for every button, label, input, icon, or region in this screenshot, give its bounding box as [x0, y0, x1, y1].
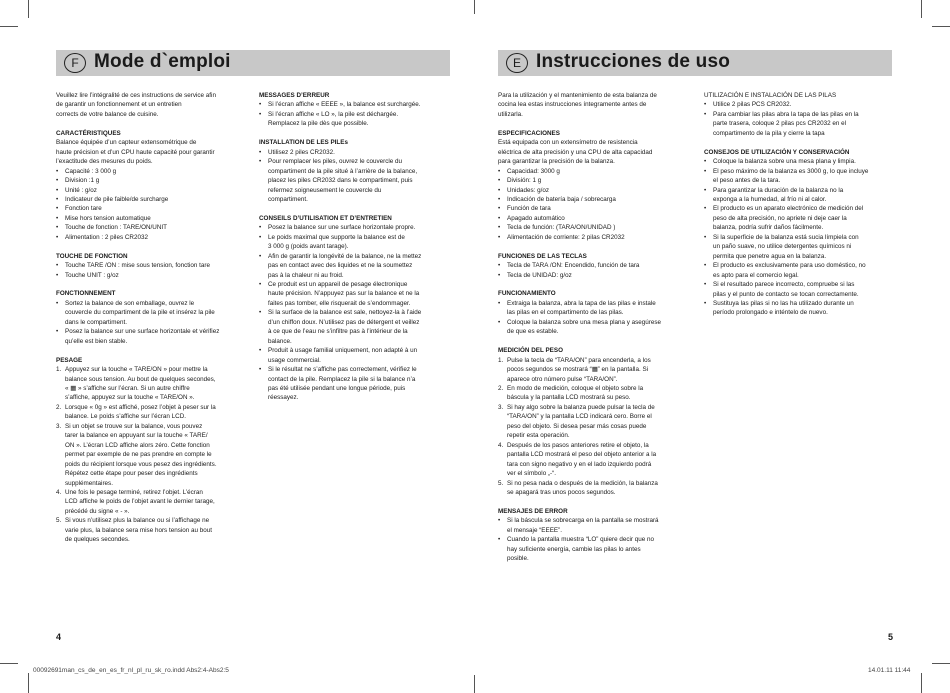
list-item	[56, 176, 252, 185]
list-item-text: Pulse la tecla de “TARA/ON” para encenderla, a los pocos segundos se mostrará “▦” en la pantalla. Si aparece otro número pulse “TARA/ON”.	[507, 356, 651, 383]
bullet-list	[56, 261, 252, 280]
bullet-list	[259, 100, 455, 128]
crop-mark	[932, 26, 950, 27]
crop-mark	[932, 663, 950, 664]
list-item	[498, 186, 694, 195]
list-item	[498, 535, 694, 563]
list-item	[56, 233, 252, 242]
list-item	[498, 271, 694, 280]
crop-mark	[0, 663, 18, 664]
list-item	[56, 195, 252, 204]
list-item-text: El producto es exclusivamente para uso doméstico, no es apto para el comercio legal.	[713, 262, 866, 279]
list-item	[498, 214, 694, 223]
list-item-text: Pour remplacer les piles, ouvrez le couvercle du compartiment de la pile situé à l’arrière de la balance, placez les piles CR2032 dans le compartiment, puis refermez soigneusement le couvercle du compartiment.	[268, 158, 418, 203]
print-timestamp: 14.01.11 11:44	[868, 667, 911, 674]
list-item-text: Indicateur de pile faible/de surcharge	[65, 195, 169, 203]
bullet-list	[704, 100, 900, 138]
crop-mark	[921, 0, 922, 18]
language-badge: E	[506, 53, 528, 73]
list-item: 4. Une fois le pesage terminé, retirez l’objet. L’écran LCD affiche le poids de l’objet avant le dernier tarage, précédé du signe « - ».	[56, 488, 215, 515]
list-item: 4. Después de los pasos anteriores retire el objeto, la pantalla LCD mostrará el peso del objeto anterior a la tara con signo negativo y en el lado izquierdo podrá ver el símbolo „-“.	[498, 441, 657, 478]
list-item-text: En modo de medición, coloque el objeto sobre la básculа y la pantalla LCD mostrará su peso.	[507, 384, 644, 402]
list-item	[498, 261, 694, 270]
french-column-2	[259, 91, 455, 412]
paragraph: Balance équipée d’un capteur extensométrique de haute précision et d’un CPU haute capacité pour garantir l’exactitude des mesures du poids.	[56, 139, 215, 166]
list-item-text: Indicación de batería baja / sobrecarga	[507, 195, 616, 203]
list-item-text: Apagado automático	[507, 214, 565, 222]
list-item-text: Touche UNIT : g/oz	[65, 271, 119, 279]
list-item: 5. Si vous n’utilisez plus la balance ou si l’affichage ne varie plus, la balance sera mise hors tension au bout de quelques secondes.	[56, 517, 213, 544]
list-item-text: Tecla de función: (TARA/ON/UNIDAD )	[507, 224, 616, 232]
list-item-text: El peso máximo de la balanza es 3000 g, lo que incluye el peso antes de la tara.	[713, 167, 869, 185]
numbered-list	[56, 365, 252, 545]
bullet-list	[704, 157, 900, 318]
list-item-text: Utilisez 2 piles CR2032.	[268, 148, 335, 156]
spanish-column-2	[704, 91, 900, 327]
list-item-text: Si hay algo sobre la balanza puede pulsar la tecla de “TARA/ON” y la pantalla LCD indicará cero. Borre el peso del objeto. Si desea pesar más cosas puede repetir esta operación.	[507, 403, 655, 440]
list-item	[498, 318, 694, 337]
list-item	[259, 280, 455, 308]
section-heading: UTILIZACIÓN E INSTALACIÓN DE LAS PILAS	[704, 92, 837, 99]
list-item	[704, 100, 900, 109]
crop-mark	[474, 0, 475, 14]
list-item-text: Capacité : 3 000 g	[65, 167, 117, 175]
section-heading: PESAGE	[56, 356, 83, 364]
crop-mark	[28, 673, 29, 693]
list-item-text: Si el resultado parece incorrecto, compruebe si las pilas y el punto de contacto se tocan correctamente.	[713, 281, 859, 298]
section-title: Instrucciones de uso	[536, 51, 731, 72]
list-item	[704, 280, 900, 299]
list-item: 2. En modo de medición, coloque el objeto sobre la básculа y la pantalla LCD mostrará su peso.	[498, 384, 644, 402]
list-item-text: Alimentation : 2 piles CR2032	[65, 233, 148, 241]
list-item-text: Extraiga la balanza, abra la tapa de las pilas e instale las pilas en el compartimento de las pilas.	[507, 299, 656, 317]
list-item	[704, 299, 900, 318]
list-item	[704, 110, 900, 138]
list-item-text: Tecla de TARA /ON: Encendido, función de tara	[507, 262, 640, 270]
list-item	[704, 157, 900, 166]
bullet-list	[498, 167, 694, 243]
list-item-text: Si un objet se trouve sur la balance, vous pouvez tarer la balance en appuyant sur la touche « TARE/ ON ». L’écran LCD affiche alors zéro. Cette fonction permet par exemple de ne pas prendre en compte le poids du récipient lorsque vous pesez des ingrédients. Répétez cette étape pour peser des ingrédients supplémentaires.	[65, 422, 217, 487]
list-item-text: Función de tara	[507, 205, 551, 213]
list-item	[498, 195, 694, 204]
list-item-text: Unidades: g/oz	[507, 186, 550, 194]
list-item: 3. Si un objet se trouve sur la balance, vous pouvez tarer la balance en appuyant sur la touche « TARE/ ON ». L’écran LCD affiche alors zéro. Cette fonction permet par exemple de ne pas prendre en compte le poids du récipient lorsque vous pesez des ingrédients. Répétez cette étape pour peser des ingrédients supplémentaires.	[56, 422, 217, 487]
section-heading: INSTALLATION DE LES PILEs	[259, 139, 348, 147]
language-badge: F	[64, 53, 86, 73]
list-item	[259, 308, 455, 346]
list-item	[56, 299, 252, 327]
crop-mark	[474, 675, 475, 693]
list-item	[259, 223, 455, 232]
crop-mark	[0, 26, 18, 27]
list-item	[259, 346, 455, 365]
list-item	[56, 214, 252, 223]
list-item	[56, 223, 252, 232]
list-item	[259, 233, 455, 252]
list-item-text: Le poids maximal que supporte la balance est de 3 000 g (poids avant tarage).	[268, 233, 405, 251]
list-item-text: Ce produit est un appareil de pesage électronique haute précision. N’appuyez pas sur la balance et ne la faites pas tomber, elle risquerait de s’endommager.	[268, 281, 420, 307]
file-slug: 00092691man_cs_de_en_es_fr_nl_pl_ru_sk_ro.indd Abs2:4-Abs2:5	[33, 667, 229, 674]
list-item	[498, 516, 694, 535]
list-item	[704, 186, 900, 205]
list-item-text: Si le résultat ne s’affiche pas correctement, vérifiez le contact de la pile. Remplacez la pile si la balance n’a pas été utilisée pendant une longue période, puis réessayez.	[268, 366, 417, 402]
list-item-text: El producto es un aparato electrónico de medición del peso de alta precisión, no apriete ni deje caer la balanza, podría sufrir daños fácilmente.	[713, 205, 864, 232]
section-heading: MESSAGES D’ERREUR	[259, 92, 330, 99]
list-item	[259, 148, 455, 157]
list-item: 5. Si no pesa nada o después de la medición, la balanza se apagará tras unos pocos segundos.	[498, 479, 658, 496]
list-item	[259, 252, 455, 280]
list-item-text: Después de los pasos anteriores retire el objeto, la pantalla LCD mostrará el peso del objeto anterior a la tara con signo negativo y en el lado izquierdo podrá ver el símbolo „-“.	[507, 441, 657, 478]
list-item	[498, 204, 694, 213]
list-item: 1. Pulse la tecla de “TARA/ON” para encenderla, a los pocos segundos se mostrará “▦” en la pantalla. Si aparece otro número pulse “TARA/ON”.	[498, 356, 651, 383]
bullet-list	[56, 167, 252, 243]
section-heading: CONSEILS D’UTILISATION ET D’ENTRETIEN	[259, 214, 392, 222]
list-item	[56, 271, 252, 280]
list-item-text: Sustituya las pilas si no las ha utilizado durante un período prolongado e inténtelo de nuevo.	[713, 299, 854, 317]
section-heading: TOUCHE DE FONCTION	[56, 252, 128, 260]
list-item	[704, 167, 900, 186]
list-item-text: Coloque la balanza sobre una mesa plana y limpia.	[713, 158, 856, 166]
list-item	[704, 233, 900, 261]
bullet-list	[56, 299, 252, 346]
list-item-text: Fonction tare	[65, 205, 102, 213]
list-item-text: Para garantizar la duración de la balanza no la exponga a la humedad, al frío ni al calor.	[713, 186, 844, 203]
list-item-text: Si la surface de la balance est sale, nettoyez-la à l’aide d’un chiffon doux. N’utilisez pas de détergent et veillez à ce que de l’eau ne s’infiltre pas à l’intérieur de la balance.	[268, 309, 422, 345]
bullet-list	[498, 516, 694, 563]
section-heading: MENSAJES DE ERROR	[498, 507, 568, 515]
list-item	[259, 365, 455, 403]
list-item-text: Posez la balance sur une surface horizontale et vérifiez qu’elle est bien stable.	[65, 328, 220, 345]
list-item-text: Sortez la balance de son emballage, ouvrez le couvercle du compartiment de la pile et insérez la pile dans le compartiment.	[65, 299, 215, 326]
list-item-text: Coloque la balanza sobre una mesa plana y asegúrese de que es estable.	[507, 318, 662, 336]
list-item-text: Si l’écran affiche « LO », la pile est déchargée. Remplacez la pile dès que possible.	[268, 110, 399, 128]
list-item	[259, 157, 455, 204]
crop-mark	[28, 0, 29, 18]
list-item-text: Cuando la pantalla muestra “LO” quiere decir que no hay suficiente energía, cambie las pilas lo antes posible.	[507, 536, 655, 563]
bullet-list	[498, 299, 694, 337]
list-item-text: Posez la balance sur une surface horizontale propre.	[268, 224, 416, 232]
paragraph: Veuillez lire l’intégralité de ces instructions de service afin de garantir un fonctionnement et un entretien corrects de votre balance de cuisine.	[56, 92, 216, 118]
numbered-list	[498, 356, 694, 498]
list-item-text: Appuyez sur la touche « TARE/ON » pour mettre la balance sous tension. Au bout de quelques secondes, « ▦ » s’affiche sur l’écran. Si un autre chiffre s’affiche, appuyez sur la touche « TARE/ON ».	[65, 366, 216, 402]
list-item	[704, 261, 900, 280]
list-item	[498, 233, 694, 242]
bullet-list	[259, 148, 455, 205]
list-item	[56, 204, 252, 213]
list-item-text: Si la superficie de la balanza está sucia límpiela con un paño suave, no utilice detergentes químicos ni permita que penetre agua en la balanza.	[713, 233, 859, 260]
list-item-text: División: 1 g	[507, 177, 542, 185]
list-item-text: Capacidad: 3000 g	[507, 167, 560, 175]
section-title: Mode d`emploi	[94, 51, 231, 72]
section-header-french	[56, 50, 450, 76]
section-heading: FUNCIONAMIENTO	[498, 290, 556, 298]
section-heading: CARACTÉRISTIQUES	[56, 129, 121, 137]
list-item	[704, 204, 900, 232]
list-item-text: Division :1 g	[65, 177, 100, 185]
list-item-text: Tecla de UNIDAD: g/oz	[507, 271, 572, 279]
list-item	[498, 167, 694, 176]
list-item	[56, 327, 252, 346]
crop-mark	[921, 673, 922, 693]
list-item	[498, 299, 694, 318]
list-item	[56, 167, 252, 176]
list-item-text: Unité : g/oz	[65, 186, 97, 194]
paragraph: Está equipada con un extensímetro de resistencia eléctrica de alta precisión y una CPU de alta capacidad para garantizar la precisión de la balanza.	[498, 139, 653, 166]
spanish-column-1	[498, 91, 694, 573]
list-item: 2. Lorsque « 0g » est affiché, posez l’objet à peser sur la balance. Le poids s’affiche sur l’écran LCD.	[56, 403, 216, 421]
list-item-text: Touche de fonction : TARE/ON/UNIT	[65, 224, 167, 232]
list-item	[498, 176, 694, 185]
list-item-text: Touche TARE /ON : mise sous tension, fonction tare	[65, 262, 211, 270]
list-item	[259, 100, 455, 109]
page-number-right: 5	[888, 632, 894, 642]
section-header-spanish	[498, 50, 892, 76]
list-item	[259, 110, 455, 129]
bullet-list	[259, 223, 455, 403]
section-heading: MEDICIÓN DEL PESO	[498, 347, 563, 355]
section-heading: FONCTIONNEMENT	[56, 290, 116, 298]
list-item	[498, 223, 694, 232]
list-item-text: Afin de garantir la longévité de la balance, ne la mettez pas en contact avec des liquides et ne la soumettez pas à la chaleur ni au froid.	[268, 252, 422, 279]
list-item-text: Une fois le pesage terminé, retirez l’objet. L’écran LCD affiche le poids de l’objet avant le dernier tarage, précédé du signe « - ».	[65, 488, 215, 515]
list-item-text: Si vous n’utilisez plus la balance ou si l’affichage ne varie plus, la balance sera mise hors tension au bout de quelques secondes.	[65, 517, 213, 544]
list-item: 3. Si hay algo sobre la balanza puede pulsar la tecla de “TARA/ON” y la pantalla LCD indicará cero. Borre el peso del objeto. Si desea pesar más cosas puede repetir esta operación.	[498, 403, 655, 440]
list-item: 1. Appuyez sur la touche « TARE/ON » pour mettre la balance sous tension. Au bout de quelques secondes, « ▦ » s’affiche sur l’écran. Si un autre chiffre s’affiche, appuyez sur la touche « TARE/ON ».	[56, 366, 216, 402]
french-column-1	[56, 91, 252, 554]
list-item-text: Mise hors tension automatique	[65, 214, 151, 222]
list-item-text: Produit à usage familial uniquement, non adapté à un usage commercial.	[268, 347, 418, 364]
section-heading: ESPECIFICACIONES	[498, 129, 560, 137]
list-item-text: Utilice 2 pilas PCS CR2032.	[713, 101, 792, 109]
list-item	[56, 261, 252, 270]
list-item-text: Para cambiar las pilas abra la tapa de las pilas en la parte trasera, coloque 2 pilas pcs CR2032 en el compartimento de la pila y cierre la tapa	[713, 110, 859, 137]
list-item-text: Si no pesa nada o después de la medición, la balanza se apagará tras unos pocos segundos.	[507, 479, 658, 496]
page-number-left: 4	[56, 632, 62, 642]
list-item-text: Si l’écran affiche « EEEE », la balance est surchargée.	[268, 101, 421, 109]
bullet-list	[498, 261, 694, 280]
list-item-text: Lorsque « 0g » est affiché, posez l’objet à peser sur la balance. Le poids s’affiche sur l’écran LCD.	[65, 403, 216, 421]
list-item-text: Si la báscula se sobrecarga en la pantalla se mostrará el mensaje “EEEE”.	[507, 517, 659, 534]
paragraph: Para la utilización y el mantenimiento de esta balanza de cocina lea estas instrucciones íntegramente antes de utilizarla.	[498, 92, 657, 118]
section-heading: CONSEJOS DE UTILIZACIÓN Y CONSERVACIÓN	[704, 148, 850, 156]
list-item-text: Alimentación de corriente: 2 pilas CR2032	[507, 233, 625, 241]
section-heading: FUNCIONES DE LAS TECLAS	[498, 252, 587, 260]
list-item	[56, 186, 252, 195]
